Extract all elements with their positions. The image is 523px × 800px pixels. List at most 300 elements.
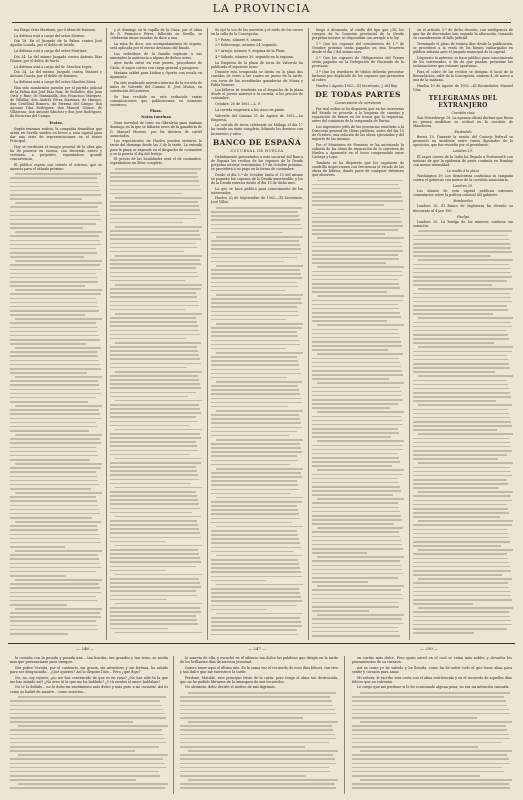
text-line — [10, 779, 136, 781]
text-line — [317, 353, 403, 355]
text-line — [312, 548, 403, 550]
text-line — [110, 421, 197, 423]
text-line — [312, 618, 402, 620]
col4-parts-paragraph: Los ingenieros jefes de las provincias remitirán a la Dirección general de Obras públicas, antes del día 15 de Octubre, una relación de las obras ejecutadas y del importe de las mismas. — [312, 124, 404, 141]
text-line — [317, 266, 404, 268]
text-line — [110, 528, 199, 530]
text-line — [10, 476, 97, 478]
text-line — [110, 433, 200, 435]
text-line — [110, 495, 197, 497]
text-line — [413, 417, 510, 419]
text-line — [211, 447, 301, 449]
telegram-place: Huelga — [456, 214, 470, 219]
text-line — [216, 613, 303, 615]
text-line — [413, 276, 512, 278]
text-line — [110, 305, 199, 307]
serial-paragraph: le costaba con la pesada y pesada una... tan hondas, tan grandes y tan vivas, se sentía más que pronunciarse para siempre. — [10, 656, 168, 665]
text-line — [10, 746, 159, 748]
text-line — [312, 242, 401, 244]
text-line — [110, 520, 197, 522]
text-line — [360, 721, 512, 723]
text-line — [10, 244, 101, 246]
text-line — [110, 243, 196, 245]
text-line — [10, 360, 99, 362]
text-line — [10, 235, 99, 237]
col2-remaining-text — [110, 168, 202, 633]
text-line — [10, 467, 101, 469]
text-line — [10, 409, 99, 411]
text-line — [352, 705, 507, 707]
serial-paragraph: No, no, soy injusto; ¿no me has convencido de que es en vano? ¿No has sido tú la que me has mirado así? ¿No eres tú la que me ha hablado? ¿Y tú sientes el amor, hablabas? — [10, 675, 168, 684]
text-line — [110, 570, 166, 572]
text-line — [211, 592, 300, 594]
text-line — [10, 629, 98, 631]
text-line — [312, 602, 398, 604]
text-line — [180, 754, 333, 756]
col4-parts-paragraph: Por real orden se ha dispuesto que en las carreteras del Estado se proceda a la limpieza de cunetas y reparación de firmes en los trozos que lo requieran, antes del comienzo de la temporada de lluvias. — [312, 106, 404, 123]
text-line — [413, 235, 508, 237]
col3-bank-paragraph: Debidamente presentados a esta sucursal del Banco de España los recibos de los cupones de la Deuda perpetua interior vencimiento 1.º de Octubre próximo, se procederá a su pago en la forma de costumbre. — [211, 154, 303, 171]
text-line — [115, 168, 201, 170]
text-line — [10, 322, 96, 324]
text-line — [312, 200, 403, 202]
text-line — [413, 355, 507, 357]
text-line — [211, 253, 302, 255]
serial-column-left — [10, 656, 168, 794]
text-line — [211, 625, 302, 627]
conservacion-subheading: Conservación de carreteras — [334, 100, 382, 105]
text-line — [110, 450, 198, 452]
text-line — [418, 375, 513, 377]
text-line — [413, 371, 495, 373]
text-line — [211, 418, 300, 420]
column-divider — [173, 656, 174, 794]
col3-paragraph: La Empresa de la plaza de toros de Valverde ha publicado el siguiente aviso. — [211, 60, 303, 69]
text-line — [10, 227, 83, 229]
text-line — [10, 422, 96, 424]
column-5 — [413, 28, 513, 636]
col3-paragraph: Los billetes se venderán en el despacho de la plaza desde el jueves anterior a la corrida, a los precios de costumbre. — [211, 88, 303, 101]
text-line — [110, 566, 196, 568]
text-line — [110, 445, 197, 447]
text-line — [413, 616, 510, 618]
text-line — [188, 721, 338, 723]
text-line — [413, 537, 509, 539]
text-line — [312, 233, 385, 235]
text-line — [110, 512, 192, 514]
text-line — [216, 584, 303, 586]
text-line — [110, 292, 196, 294]
text-line — [413, 595, 511, 597]
text-line — [413, 322, 511, 324]
text-line — [188, 692, 337, 694]
text-line — [317, 295, 404, 297]
text-line — [10, 713, 165, 715]
text-line — [10, 500, 97, 502]
text-line — [15, 231, 102, 233]
serial-paragraph: le sonreía de ella, y escuché en el silencio tan dulce las palabras que dirigía en la tarde de los brillantes días de nuestra juventud. — [180, 656, 338, 665]
text-line — [110, 288, 201, 290]
col1-paragraph: La defensa está a cargo del señor Moreno. — [14, 33, 86, 38]
telegram-text: Los diarios de esta capital publican extensos comentarios sobre la política colonial del gabinete. — [413, 189, 513, 198]
text-line — [10, 339, 100, 341]
text-line — [110, 276, 198, 278]
serial-paragraph: No te lo debido... no lo debo mi sentimiento más dulce y más puro a mí corazón! Así es como yo habré de amarte... como vosotros... — [10, 685, 168, 694]
text-line — [413, 529, 507, 531]
telegram-place: Londres 20. — [453, 184, 473, 189]
text-line — [110, 462, 201, 464]
col3-paragraph: 4.º Sábado, número 30, segundo en la esquina. — [215, 54, 294, 59]
text-line — [317, 237, 404, 239]
col1-remaining-text — [10, 173, 102, 634]
text-line — [115, 400, 202, 402]
text-line — [10, 426, 97, 428]
text-line — [216, 555, 302, 557]
col5-paragraph: Para el cobro de los recibos se designa el local de la Recaudación, calle de la Concepción, número 4, de nueve a una de la mañana. — [413, 69, 513, 82]
text-line — [110, 325, 198, 327]
text-line — [110, 479, 199, 481]
text-line — [211, 489, 299, 491]
col1-paragraph: Día 24. La del mismo Juzgado contra Manuel y Antonio García, por el delito de lesiones. — [10, 70, 102, 79]
text-line — [110, 234, 200, 236]
text-line — [211, 414, 299, 416]
text-line — [10, 484, 99, 486]
text-line — [110, 615, 196, 617]
text-line — [110, 396, 188, 398]
text-line — [110, 537, 201, 539]
text-line — [10, 194, 101, 196]
text-line — [312, 623, 403, 625]
text-line — [413, 624, 512, 626]
text-line — [10, 700, 160, 702]
column-divider — [207, 28, 208, 640]
sucursal-subheading: SUCURSAL DE HUELVA — [230, 148, 284, 153]
col4-paragraph: 3.º Que los tenedores de títulos deberán presentar facturas por duplicado de los cupones que presenten al cobro. — [312, 69, 404, 82]
text-line — [211, 559, 298, 561]
text-line — [413, 516, 500, 518]
text-line — [10, 509, 99, 511]
text-line — [312, 271, 402, 273]
text-line — [312, 432, 399, 434]
text-line — [10, 513, 100, 515]
text-line — [10, 451, 97, 453]
text-line — [110, 553, 199, 555]
text-line — [216, 468, 303, 470]
text-line — [317, 411, 404, 413]
text-line — [10, 563, 100, 565]
text-line — [317, 585, 404, 587]
text-line — [352, 746, 478, 748]
serial-paragraph: Ese pobre Urrutia, por el contrario, sin gracia, sin atractivos y sin fortuna, ha sabido para ser desgraciado... ¿Qué quieres? Así lo dispone Dios... Pero ¿qué digo? — [10, 665, 168, 674]
page-number-right: — 250 — — [420, 646, 439, 651]
text-line — [10, 620, 96, 622]
col4-parts-paragraph: Por el Ministerio de Fomento se ha autorizado la subasta de las obras de reparación de la carretera de Huelva a Ayamonte en el trozo comprendido entre Cartaya y Lepe. — [312, 142, 404, 159]
text-line — [115, 632, 202, 634]
text-line — [110, 557, 200, 559]
plaza-heading: Plaza. — [149, 109, 163, 114]
text-line — [10, 596, 96, 598]
text-line — [211, 534, 298, 536]
text-line — [110, 218, 196, 220]
text-line — [413, 446, 511, 448]
text-line — [10, 542, 101, 544]
text-line — [312, 262, 386, 264]
text-line — [418, 433, 513, 435]
text-line — [211, 621, 301, 623]
text-line — [312, 246, 402, 248]
text-line — [10, 742, 166, 744]
text-line — [15, 463, 102, 465]
col5-remaining-text — [413, 230, 513, 633]
text-line — [312, 457, 399, 459]
text-line — [312, 544, 402, 546]
text-line — [312, 416, 401, 418]
de-todas-partes-heading: DE TODAS PARTES — [315, 89, 401, 99]
text-line — [413, 458, 498, 460]
text-line — [10, 273, 96, 275]
text-line — [10, 505, 98, 507]
text-line — [10, 397, 96, 399]
text-line — [312, 362, 400, 364]
text-line — [110, 474, 198, 476]
text-line — [211, 522, 292, 524]
text-line — [10, 240, 100, 242]
text-line — [317, 527, 403, 529]
text-line — [115, 574, 202, 576]
text-line — [10, 442, 101, 444]
text-line — [110, 412, 201, 414]
text-line — [312, 494, 393, 496]
text-line — [312, 370, 402, 372]
text-line — [312, 598, 403, 600]
text-line — [10, 298, 96, 300]
text-line — [413, 409, 508, 411]
text-line — [312, 461, 400, 463]
masthead-rule — [12, 22, 511, 23]
text-line — [312, 221, 402, 223]
text-line — [413, 243, 510, 245]
text-line — [413, 611, 509, 613]
text-line — [312, 304, 398, 306]
text-line — [360, 692, 510, 694]
text-line — [110, 470, 197, 472]
text-line — [10, 633, 68, 635]
text-line — [312, 449, 403, 451]
col1-paragraph: La defensa está a cargo del señor Sánchez Mora. — [14, 80, 97, 85]
text-line — [211, 311, 298, 313]
text-line — [312, 217, 401, 219]
text-line — [15, 608, 102, 610]
text-line — [10, 413, 100, 415]
col4-remaining-text — [312, 180, 404, 637]
text-line — [211, 244, 300, 246]
text-line — [211, 538, 299, 540]
text-line — [10, 393, 101, 395]
text-line — [211, 493, 291, 495]
text-line — [317, 440, 404, 442]
text-line — [312, 511, 400, 513]
text-line — [413, 255, 491, 257]
text-line — [188, 779, 338, 781]
text-line — [211, 571, 301, 573]
telegram-place: Londres 19. — [453, 149, 473, 154]
text-line — [110, 582, 200, 584]
column-divider — [106, 28, 107, 640]
text-line — [180, 767, 329, 769]
text-line — [110, 346, 197, 348]
text-line — [211, 530, 297, 532]
text-line — [110, 238, 201, 240]
text-line — [211, 228, 302, 230]
text-line — [211, 319, 286, 321]
col1-teatro-paragraph: Hoy se verificará el ensayo general de la obra que ha de ponerse en escena, con decorado nuevo y vestuario a propósito, esperándose grande concurrencia. — [10, 144, 102, 161]
text-line — [15, 550, 102, 552]
text-line — [418, 491, 513, 493]
text-line — [180, 705, 333, 707]
text-line — [180, 763, 336, 765]
text-line — [413, 562, 509, 564]
text-line — [110, 321, 197, 323]
text-line — [211, 484, 298, 486]
text-line — [10, 186, 99, 188]
text-line — [312, 436, 391, 438]
text-line — [211, 605, 297, 607]
text-line — [110, 466, 196, 468]
text-line — [211, 290, 285, 292]
text-line — [312, 308, 399, 310]
text-line — [312, 345, 402, 347]
text-line — [312, 581, 368, 583]
text-line — [211, 551, 293, 553]
text-line — [211, 215, 299, 217]
text-line — [110, 263, 201, 265]
telegram-text: Berna 19. Durante la sesión del Consejo federal se promovió un incidente entre varios diputados de la oposición, que fue resuelto por el presidente. — [413, 135, 513, 148]
text-line — [110, 392, 196, 394]
text-line — [312, 387, 400, 389]
text-line — [10, 269, 101, 271]
text-line — [180, 717, 303, 719]
text-line — [312, 316, 401, 318]
teatro-heading: Teatro. — [48, 120, 63, 125]
text-line — [211, 286, 298, 288]
text-line — [110, 503, 199, 505]
text-line — [10, 767, 166, 769]
text-line — [352, 767, 502, 769]
text-line — [413, 483, 508, 485]
text-line — [413, 587, 509, 589]
text-line — [352, 754, 507, 756]
serial-paragraph: Quiero tener aquí el último año. Es la suma vez el recuerdo de esos días felices, tan vivo y tan dulce que me entristece la tarde. — [180, 665, 338, 674]
text-line — [211, 509, 298, 511]
text-line — [10, 285, 85, 287]
text-line — [312, 453, 398, 455]
text-line — [211, 232, 283, 234]
text-line — [115, 487, 202, 489]
col4-paragraph: 1.º Que los cupones del vencimiento de 1.º de Octubre próximo serán pagados en esta Tesorería desde el día 2 del mismo mes. — [312, 41, 404, 55]
text-line — [317, 556, 404, 558]
text-line — [317, 614, 404, 616]
text-line — [180, 713, 336, 715]
telegram-place: Lo asalto á la plaza — [446, 168, 480, 173]
text-line — [10, 600, 97, 602]
text-line — [418, 520, 513, 522]
text-line — [110, 619, 197, 621]
text-line — [413, 442, 510, 444]
text-line — [115, 313, 202, 315]
text-line — [110, 230, 199, 232]
text-line — [312, 486, 400, 488]
page-number-left: — 246 — — [76, 646, 95, 651]
text-line — [312, 560, 400, 562]
text-line — [418, 578, 512, 580]
col5-paragraph: en el artículo 3.º de dicho decreto, con inteligencia de que las de decretadas han seguido la alteración, tomando en consideración el fallo judicial. — [413, 28, 513, 41]
text-line — [211, 315, 299, 317]
col1-paragraph: La defensa está a cargo del señor Martínez. — [14, 49, 88, 54]
text-line — [110, 189, 201, 191]
text-line — [211, 240, 299, 242]
col1-paragraph: Día 24. La del mismo Juzgado contra Antonio Díaz Gómez, por el delito de hurto. — [10, 54, 102, 63]
text-line — [211, 377, 287, 379]
serial-paragraph: No obstante, debo decirle el motivo de mis lágrimas. — [185, 685, 276, 690]
text-line — [18, 725, 168, 727]
text-line — [211, 472, 301, 474]
text-line — [413, 467, 510, 469]
text-line — [110, 267, 196, 269]
text-line — [352, 717, 477, 719]
text-line — [10, 625, 97, 627]
text-line — [413, 454, 507, 456]
text-line — [10, 763, 165, 765]
serial-paragraph: Le ruego que me perdone si le he ocasionado alguna pena; no era mi intención causarla. — [357, 685, 510, 690]
text-line — [352, 700, 506, 702]
text-line — [312, 531, 399, 533]
text-line — [312, 478, 398, 480]
text-line — [110, 338, 186, 340]
text-line — [413, 574, 502, 576]
text-line — [211, 596, 301, 598]
text-line — [211, 327, 302, 329]
text-line — [110, 176, 198, 178]
text-line — [312, 610, 369, 612]
text-line — [10, 355, 98, 357]
text-line — [110, 623, 198, 625]
text-line — [317, 324, 404, 326]
text-line — [211, 505, 297, 507]
text-line — [110, 222, 183, 224]
text-line — [10, 248, 96, 250]
text-line — [110, 214, 201, 216]
text-line — [115, 255, 202, 257]
text-line — [10, 277, 97, 279]
text-line — [413, 400, 496, 402]
text-line — [413, 495, 511, 497]
text-line — [312, 474, 403, 476]
text-line — [352, 738, 510, 740]
text-line — [10, 364, 100, 366]
text-line — [352, 729, 507, 731]
text-line — [413, 524, 512, 526]
text-line — [10, 438, 100, 440]
col3-bank-paragraph: Desde el día 1.º de Octubre hasta el 10 del mismo se pagarán los cupones de la Deuda amortizable, y los de la Deuda exterior desde el día 15 de dicho mes. — [211, 172, 303, 185]
text-line — [211, 277, 302, 279]
text-line — [211, 435, 289, 437]
column-4 — [312, 28, 404, 639]
text-line — [110, 301, 198, 303]
masthead-title: LA PROVINCIA — [212, 2, 311, 15]
serial-column-right — [352, 656, 512, 794]
text-line — [211, 406, 288, 408]
col3-paragraph: La corrida empezará a las cinco en punto. — [215, 107, 286, 112]
